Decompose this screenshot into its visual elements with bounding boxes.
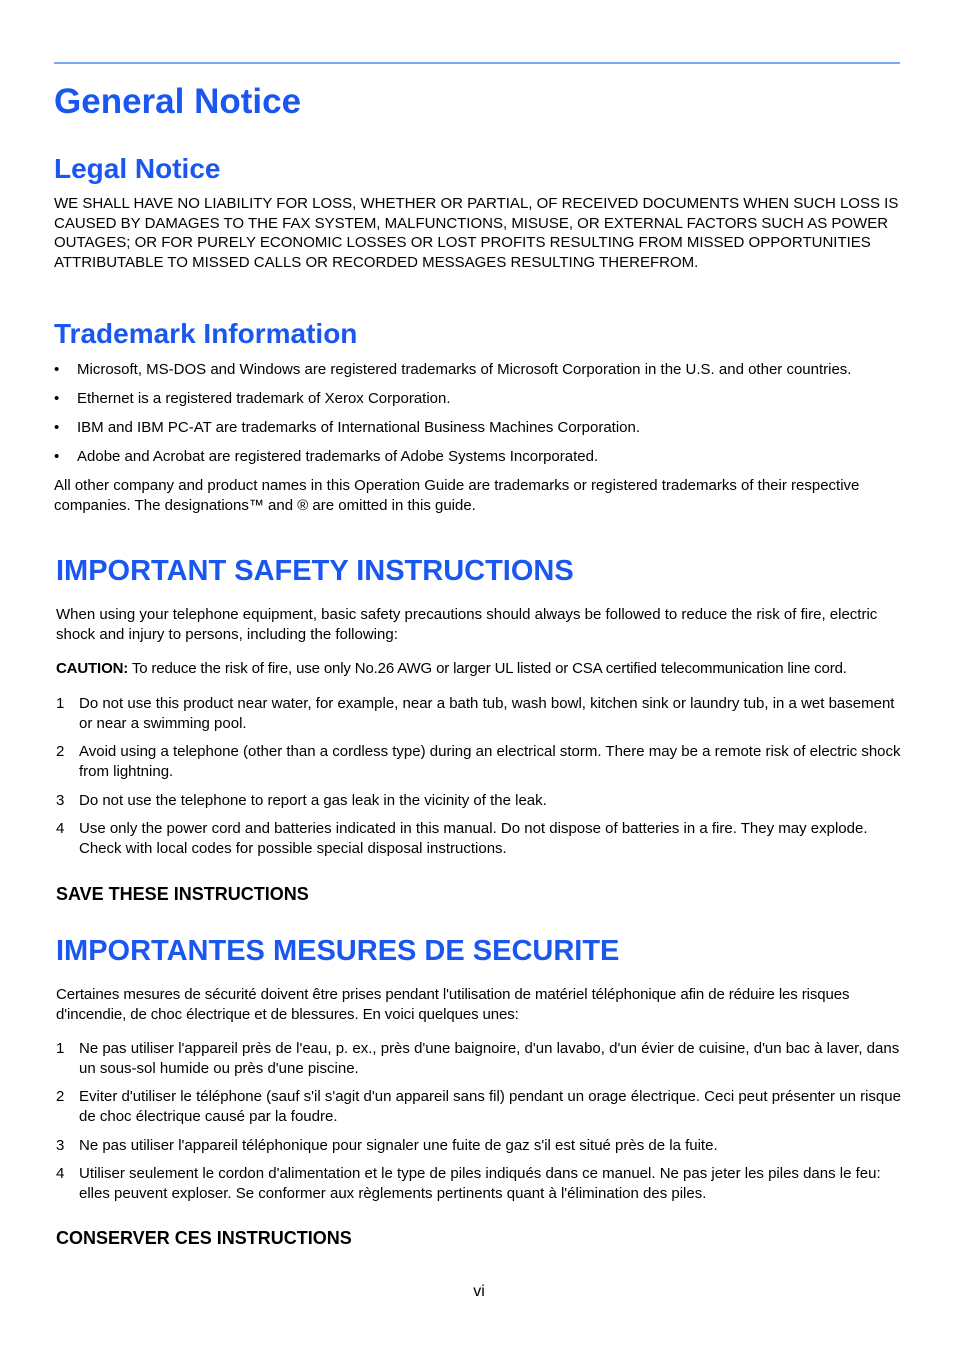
safety-fr-heading: IMPORTANTES MESURES DE SECURITE <box>56 935 620 967</box>
page-number: vi <box>473 1283 485 1300</box>
trademark-item-text: Microsoft, MS-DOS and Windows are registered trademarks of Microsoft Corporation in the U.S. and other countries. <box>77 361 852 378</box>
trademark-item-text: IBM and IBM PC-AT are trademarks of International Business Machines Corporation. <box>77 419 641 436</box>
item-text: Utiliser seulement le cordon d'alimentation et le type de piles indiqués dans ce manuel. Ne pas jeter les piles dans le feu: elles peuvent exploser. Se conformer aux règlements pertinents quant à l'élimination des piles. <box>79 1165 881 1202</box>
item-text: Ne pas utiliser l'appareil près de l'eau, p. ex., près d'une baignoire, d'un lavabo, d'un évier de cuisine, d'un bac à laver, dans un sous-sol humide ou près d'une piscine. <box>79 1040 900 1077</box>
item-number: 2 <box>56 1088 65 1106</box>
safety-en-intro: When using your telephone equipment, basic safety precautions should always be followed to reduce the risk of fire, electric shock and injury to persons, including the following: <box>56 606 878 643</box>
list-item <box>54 418 914 438</box>
safety-en-list <box>56 694 906 868</box>
item-number: 3 <box>56 1136 65 1154</box>
caution-paragraph <box>56 659 906 679</box>
trademark-footer: All other company and product names in this Operation Guide are trademarks or registered trademarks of their respective companies. The designations™ and ® are omitted in this guide. <box>54 477 860 514</box>
item-number: 4 <box>56 820 65 838</box>
item-number: 1 <box>56 695 65 712</box>
list-item <box>56 694 906 733</box>
bullet-icon: • <box>54 419 60 436</box>
item-number: 3 <box>56 791 65 809</box>
list-item <box>56 1164 906 1203</box>
list-item <box>54 447 914 467</box>
list-item <box>56 791 906 811</box>
top-rule <box>54 62 900 64</box>
list-item <box>56 1039 906 1078</box>
save-instructions-fr: CONSERVER CES INSTRUCTIONS <box>56 1228 352 1248</box>
list-item <box>56 819 906 858</box>
safety-fr-intro: Certaines mesures de sécurité doivent être prises pendant l'utilisation de matériel téléphonique afin de réduire les risques d'incendie, de choc électrique et de blessures. En voici quelques unes: <box>56 986 850 1023</box>
list-item <box>54 360 914 380</box>
item-text: Avoid using a telephone (other than a cordless type) during an electrical storm. There may be a remote risk of electric shock from lightning. <box>79 743 901 780</box>
trademark-list <box>54 360 914 476</box>
legal-notice-text: WE SHALL HAVE NO LIABILITY FOR LOSS, WHETHER OR PARTIAL, OF RECEIVED DOCUMENTS WHEN SUCH LOSS IS CAUSED BY DAMAGES TO THE FAX SYSTEM, MALFUNCTIONS, MISUSE, OR EXTERNAL FACTORS SUCH AS POWER OUTAGES; OR FOR PURELY ECONOMIC LOSSES OR LOST PROFITS RESULTING FROM MISSED OPPORTUNITIES ATTRIBUTABLE TO MISSED CALLS OR RECORDED MESSAGES RESULTING THEREFROM. <box>54 195 899 271</box>
bullet-icon: • <box>54 390 60 407</box>
page-title: General Notice <box>54 82 302 121</box>
trademark-item-text: Ethernet is a registered trademark of Xerox Corporation. <box>77 390 451 407</box>
item-text: Ne pas utiliser l'appareil téléphonique pour signaler une fuite de gaz s'il est situé près de la fuite. <box>79 1136 718 1154</box>
trademark-heading: Trademark Information <box>54 318 358 349</box>
safety-fr-list <box>56 1039 906 1213</box>
legal-notice-heading: Legal Notice <box>54 153 221 184</box>
save-instructions-en: SAVE THESE INSTRUCTIONS <box>56 884 309 904</box>
list-item <box>56 742 906 781</box>
list-item <box>56 1087 906 1126</box>
item-text: Do not use the telephone to report a gas leak in the vicinity of the leak. <box>79 791 547 809</box>
caution-text: To reduce the risk of fire, use only No.26 AWG or larger UL listed or CSA certified telecommunication line cord. <box>128 660 847 677</box>
trademark-item-text: Adobe and Acrobat are registered trademarks of Adobe Systems Incorporated. <box>77 448 599 465</box>
item-text: Eviter d'utiliser le téléphone (sauf s'il s'agit d'un appareil sans fil) pendant un orage électrique. Ceci peut présenter un risque de choc électrique causé par la foudre. <box>79 1088 901 1125</box>
item-number: 1 <box>56 1040 65 1057</box>
bullet-icon: • <box>54 361 60 378</box>
item-number: 4 <box>56 1165 65 1183</box>
bullet-icon: • <box>54 448 60 465</box>
safety-en-heading: IMPORTANT SAFETY INSTRUCTIONS <box>56 555 574 587</box>
list-item <box>56 1136 906 1156</box>
item-number: 2 <box>56 743 65 761</box>
item-text: Use only the power cord and batteries indicated in this manual. Do not dispose of batteries in a fire. They may explode. Check with local codes for possible special disposal instructions. <box>79 820 868 857</box>
item-text: Do not use this product near water, for example, near a bath tub, wash bowl, kitchen sink or laundry tub, in a wet basement or near a swimming pool. <box>79 695 895 732</box>
list-item <box>54 389 914 409</box>
caution-label: CAUTION: <box>56 660 129 677</box>
